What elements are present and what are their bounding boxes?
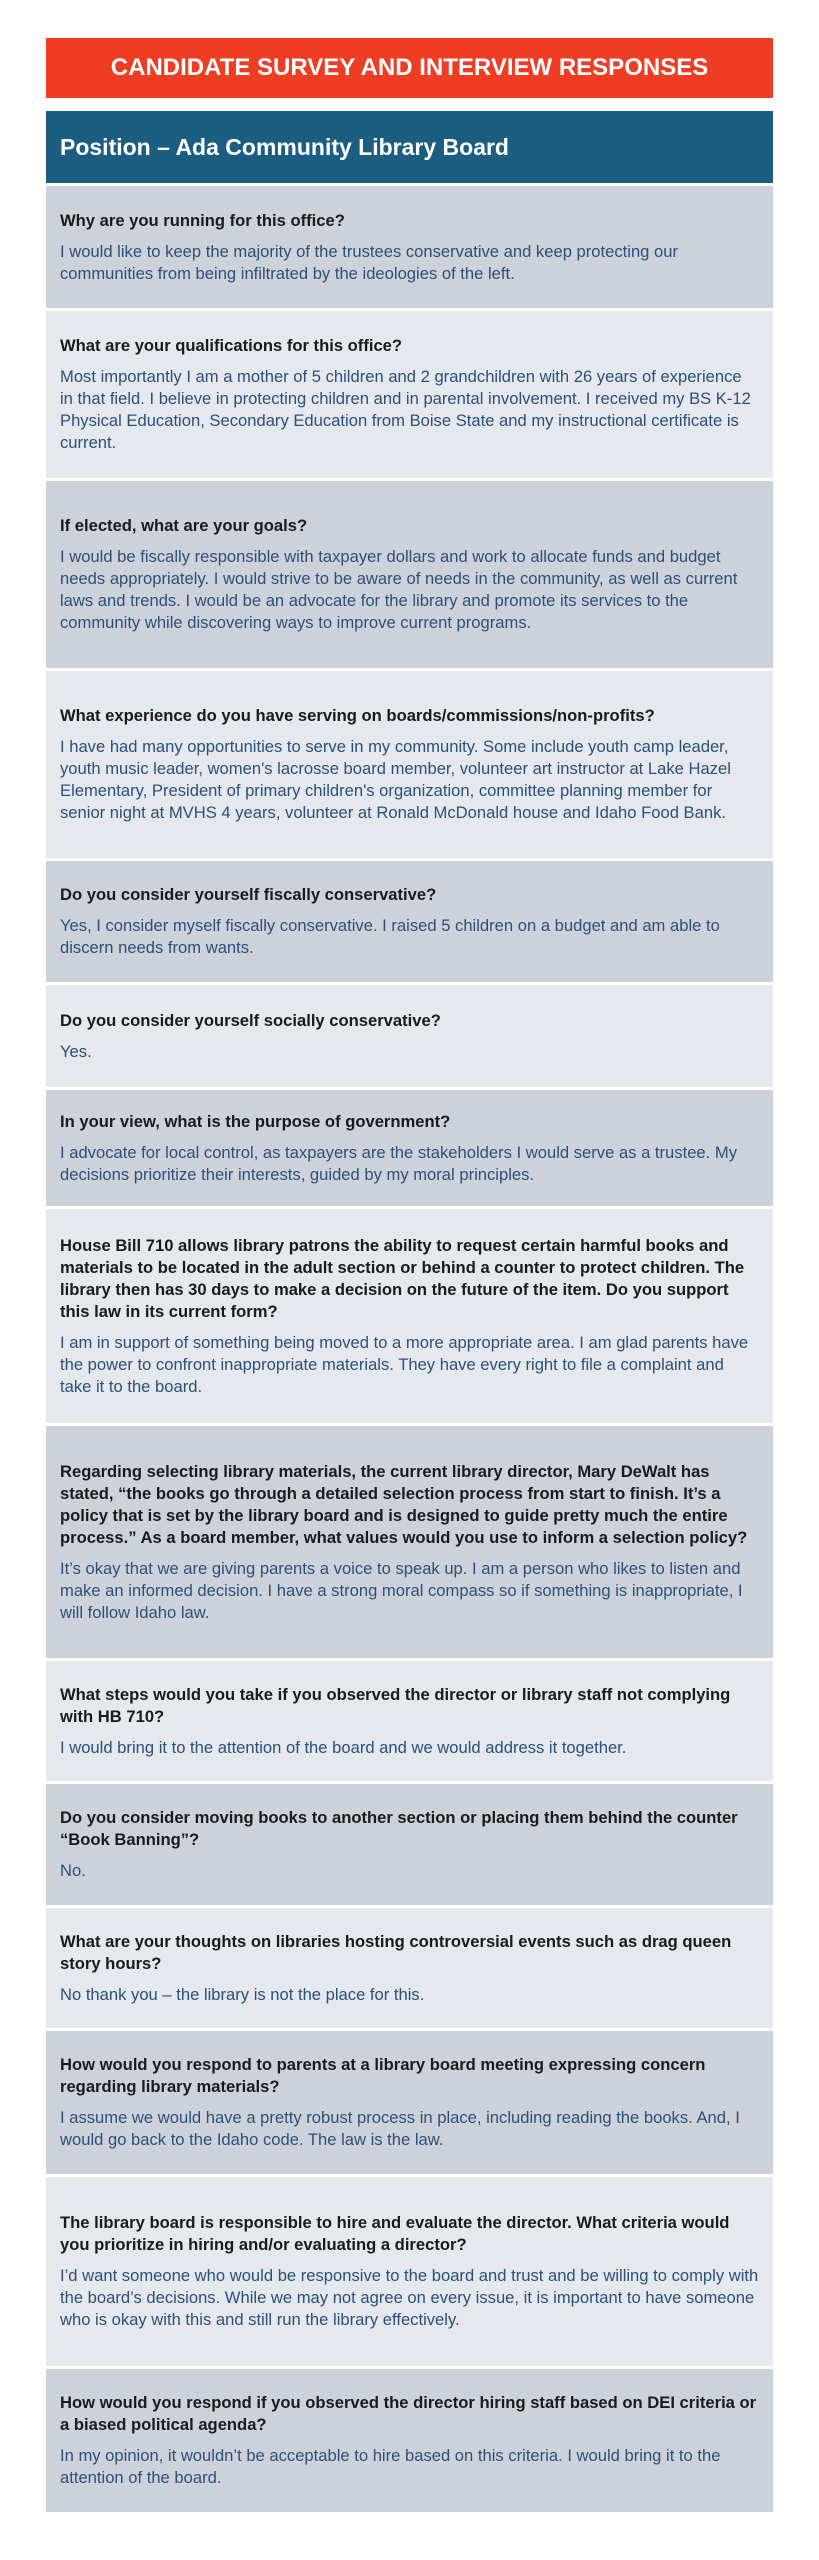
question: Do you consider yourself socially conservative? bbox=[60, 1010, 441, 1030]
qa-section bbox=[46, 858, 773, 982]
question: What are your qualifications for this office? bbox=[60, 336, 403, 355]
answer: Yes, I consider myself fiscally conservative. I raised 5 children on a budget and am able to discern needs from wants. bbox=[60, 916, 720, 957]
answer: Most importantly I am a mother of 5 children and 2 grandchildren with 26 years of experience in that field. I believe in protecting children and in parental involvement. I received my BS K-12 Physical Education, Secondary Education from Boise State and my instructional certificate is current. bbox=[60, 367, 751, 452]
qa-section bbox=[46, 183, 773, 308]
question: How would you respond if you observed the director hiring staff based on DEI criteria or a biased political agenda? bbox=[60, 2393, 757, 2434]
qa-section bbox=[46, 1087, 773, 1206]
qa-section bbox=[46, 1781, 773, 1905]
survey-document bbox=[46, 38, 773, 2512]
question: Why are you running for this office? bbox=[60, 210, 345, 230]
survey-title-banner bbox=[46, 38, 773, 98]
question: In your view, what is the purpose of government? bbox=[60, 1111, 451, 1131]
answer: I would be fiscally responsible with taxpayer dollars and work to allocate funds and budget needs appropriately. I would strive to be aware of needs in the community, as well as current laws and trends. I would be an advocate for the library and promote its services to the community while discovering ways to improve current programs. bbox=[60, 547, 738, 632]
question: Do you consider moving books to another section or placing them behind the counter “Book Banning”? bbox=[60, 1808, 738, 1849]
qa-section bbox=[46, 982, 773, 1087]
qa-section bbox=[46, 1658, 773, 1781]
qa-section bbox=[46, 1423, 773, 1658]
answer: I would bring it to the attention of the board and we would address it together. bbox=[60, 1737, 627, 1757]
answer: I’d want someone who would be responsive to the board and trust and be willing to comply with the board’s decisions. While we may not agree on every issue, it is important to have someone who is okay with this and still run the library effectively. bbox=[60, 2266, 759, 2329]
qa-section bbox=[46, 1206, 773, 1423]
question: What are your thoughts on libraries hosting controversial events such as drag queen story hours? bbox=[60, 1931, 732, 1973]
answer: I would like to keep the majority of the trustees conservative and keep protecting our communities from being infiltrated by the ideologies of the left. bbox=[60, 241, 678, 283]
answer: I advocate for local control, as taxpayers are the stakeholders I would serve as a trustee. My decisions prioritize their interests, guided by my moral principles. bbox=[60, 1142, 737, 1184]
position-title: Position – Ada Community Library Board bbox=[60, 133, 509, 160]
answer: I have had many opportunities to serve in my community. Some include youth camp leader, youth music leader, women's lacrosse board member, volunteer art instructor at Lake Hazel Elementary, President of primary children's organization, committee planning member for senior night at MVHS 4 years, volunteer at Ronald McDonald house and Idaho Food Bank. bbox=[60, 737, 731, 822]
question: If elected, what are your goals? bbox=[60, 516, 308, 535]
question: Do you consider yourself fiscally conservative? bbox=[60, 885, 437, 904]
survey-title: CANDIDATE SURVEY AND INTERVIEW RESPONSES bbox=[110, 54, 709, 81]
question: Regarding selecting library materials, the current library director, Mary DeWalt has stated, “the books go through a detailed selection process from start to finish. It’s a policy that is set by the library board and is designed to guide pretty much the entire process.” As a board member, what values would you use to inform a selection policy? bbox=[60, 1461, 748, 1547]
qa-section bbox=[46, 2366, 773, 2512]
qa-section bbox=[46, 2174, 773, 2366]
answer: I assume we would have a pretty robust process in place, including reading the books. And, I would go back to the Idaho code. The law is the law. bbox=[60, 2108, 740, 2149]
question: How would you respond to parents at a library board meeting expressing concern regarding library materials? bbox=[60, 2055, 706, 2096]
question: What experience do you have serving on boards/commissions/non-profits? bbox=[60, 706, 655, 725]
answer: No. bbox=[60, 1861, 86, 1880]
qa-section bbox=[46, 1905, 773, 2028]
answer: It’s okay that we are giving parents a voice to speak up. I am a person who likes to listen and make an informed decision. I have a strong moral compass so if something is inappropriate, I will follow Idaho law. bbox=[60, 1558, 743, 1622]
answer: Yes. bbox=[60, 1041, 92, 1061]
qa-section bbox=[46, 478, 773, 668]
position-banner bbox=[46, 111, 773, 183]
qa-section bbox=[46, 668, 773, 858]
answer: No thank you – the library is not the place for this. bbox=[60, 1984, 425, 2004]
qa-section bbox=[46, 2028, 773, 2174]
question: The library board is responsible to hire and evaluate the director. What criteria would you prioritize in hiring and/or evaluating a director? bbox=[60, 2213, 730, 2254]
answer: I am in support of something being moved to a more appropriate area. I am glad parents have the power to confront inappropriate materials. They have every right to file a complaint and take it to the board. bbox=[60, 1332, 749, 1396]
qa-section bbox=[46, 308, 773, 478]
answer: In my opinion, it wouldn’t be acceptable to hire based on this criteria. I would bring it to the attention of the board. bbox=[60, 2446, 721, 2487]
question: House Bill 710 allows library patrons the ability to request certain harmful books and materials to be located in the adult section or behind a counter to protect children. The library then has 30 days to make a decision on the future of the item. Do you support this law in its current form? bbox=[60, 1235, 745, 1321]
question: What steps would you take if you observed the director or library staff not complying with HB 710? bbox=[60, 1684, 731, 1726]
